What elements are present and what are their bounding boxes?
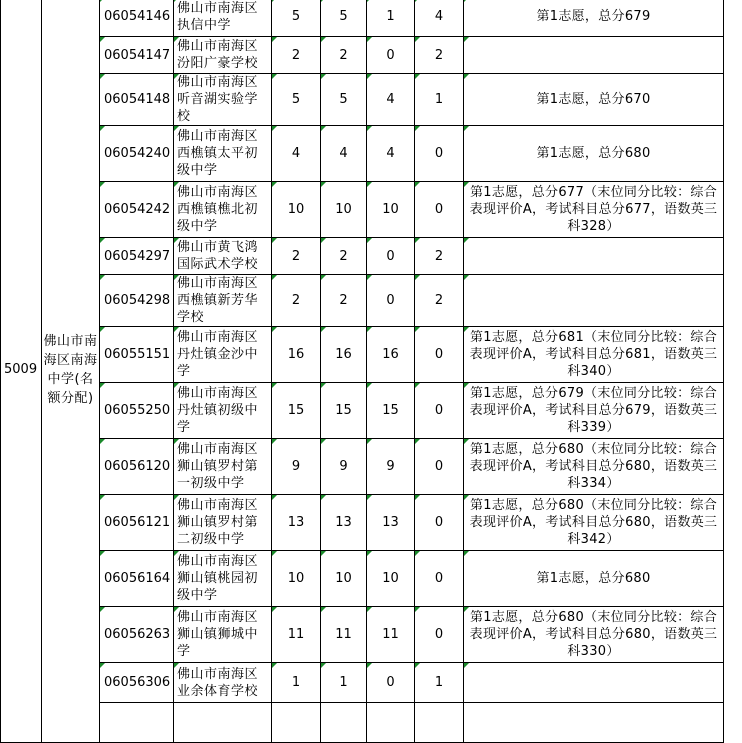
- plan-count-cell[interactable]: 9: [272, 439, 321, 495]
- empty-cell[interactable]: [100, 703, 174, 743]
- filled-count-cell[interactable]: 4: [321, 126, 367, 182]
- admitted-count-cell[interactable]: 10: [367, 182, 415, 238]
- remaining-count-cell[interactable]: 4: [415, 0, 464, 37]
- table-row: [1, 703, 724, 743]
- empty-cell[interactable]: [415, 703, 464, 743]
- plan-count-cell[interactable]: 5: [272, 74, 321, 126]
- plan-count-cell[interactable]: 2: [272, 37, 321, 74]
- note-cell[interactable]: 第1志愿，总分677（末位同分比较：综合表现评价A，考试科目总分677，语数英三科328）: [464, 182, 724, 238]
- plan-count-cell[interactable]: 13: [272, 495, 321, 551]
- note-cell[interactable]: 第1志愿，总分680: [464, 551, 724, 607]
- empty-cell[interactable]: [174, 703, 272, 743]
- school-name-cell[interactable]: 佛山市南海区业余体育学校: [174, 663, 272, 703]
- note-cell[interactable]: 第1志愿，总分680（末位同分比较：综合表现评价A，考试科目总分680，语数英三科334）: [464, 439, 724, 495]
- plan-count-cell[interactable]: 4: [272, 126, 321, 182]
- admitted-count-cell[interactable]: 10: [367, 551, 415, 607]
- remaining-count-cell[interactable]: 0: [415, 126, 464, 182]
- remaining-count-cell[interactable]: 2: [415, 275, 464, 327]
- filled-count-cell[interactable]: 16: [321, 327, 367, 383]
- empty-cell[interactable]: [321, 703, 367, 743]
- filled-count-cell[interactable]: 11: [321, 607, 367, 663]
- plan-count-cell[interactable]: 15: [272, 383, 321, 439]
- school-name-cell[interactable]: 佛山市南海区狮山镇狮城中学: [174, 607, 272, 663]
- school-name-cell[interactable]: 佛山市南海区西樵镇太平初级中学: [174, 126, 272, 182]
- remaining-count-cell[interactable]: 0: [415, 495, 464, 551]
- note-cell[interactable]: [464, 663, 724, 703]
- table-row: [1, 383, 724, 439]
- empty-cell[interactable]: [272, 703, 321, 743]
- table-row: [1, 663, 724, 703]
- plan-count-cell[interactable]: 5: [272, 0, 321, 37]
- filled-count-cell[interactable]: 1: [321, 663, 367, 703]
- school-code-cell[interactable]: 06056121: [100, 495, 174, 551]
- plan-count-cell[interactable]: 10: [272, 551, 321, 607]
- table-row: [1, 327, 724, 383]
- filled-count-cell[interactable]: 10: [321, 551, 367, 607]
- school-name-cell[interactable]: 佛山市南海区丹灶镇金沙中学: [174, 327, 272, 383]
- note-cell[interactable]: [464, 238, 724, 275]
- remaining-count-cell[interactable]: 0: [415, 439, 464, 495]
- note-cell[interactable]: 第1志愿，总分679（末位同分比较：综合表现评价A，考试科目总分679，语数英三科339）: [464, 383, 724, 439]
- school-name-cell[interactable]: 佛山市南海区丹灶镇初级中学: [174, 383, 272, 439]
- admitted-count-cell[interactable]: 0: [367, 275, 415, 327]
- table-row: [1, 439, 724, 495]
- school-name-cell[interactable]: 佛山市黄飞鸿国际武术学校: [174, 238, 272, 275]
- school-code-cell[interactable]: 06055151: [100, 327, 174, 383]
- table-row: [1, 126, 724, 182]
- table-row: [1, 607, 724, 663]
- school-name-cell[interactable]: 佛山市南海区西樵镇樵北初级中学: [174, 182, 272, 238]
- admitted-count-cell[interactable]: 11: [367, 607, 415, 663]
- filled-count-cell[interactable]: 10: [321, 182, 367, 238]
- school-code-cell[interactable]: 06054297: [100, 238, 174, 275]
- table-row: [1, 495, 724, 551]
- filled-count-cell[interactable]: 5: [321, 74, 367, 126]
- remaining-count-cell[interactable]: 2: [415, 238, 464, 275]
- remaining-count-cell[interactable]: 0: [415, 327, 464, 383]
- school-code-cell[interactable]: 06056306: [100, 663, 174, 703]
- remaining-count-cell[interactable]: 1: [415, 663, 464, 703]
- admitted-count-cell[interactable]: 16: [367, 327, 415, 383]
- school-code-cell[interactable]: 06056164: [100, 551, 174, 607]
- remaining-count-cell[interactable]: 0: [415, 182, 464, 238]
- remaining-count-cell[interactable]: 2: [415, 37, 464, 74]
- school-name-cell[interactable]: 佛山市南海区听音湖实验学校: [174, 74, 272, 126]
- plan-count-cell[interactable]: 16: [272, 327, 321, 383]
- admitted-count-cell[interactable]: 13: [367, 495, 415, 551]
- table-row: [1, 0, 724, 37]
- filled-count-cell[interactable]: 2: [321, 238, 367, 275]
- note-cell[interactable]: 第1志愿，总分679: [464, 0, 724, 37]
- school-name-cell[interactable]: 佛山市南海区执信中学: [174, 0, 272, 37]
- table-row: [1, 551, 724, 607]
- batch-code-cell[interactable]: 5009: [1, 0, 42, 743]
- remaining-count-cell[interactable]: 0: [415, 383, 464, 439]
- plan-count-cell[interactable]: 10: [272, 182, 321, 238]
- filled-count-cell[interactable]: 9: [321, 439, 367, 495]
- plan-count-cell[interactable]: 2: [272, 238, 321, 275]
- admitted-count-cell[interactable]: 0: [367, 37, 415, 74]
- admitted-count-cell[interactable]: 4: [367, 74, 415, 126]
- note-cell[interactable]: 第1志愿，总分680: [464, 126, 724, 182]
- empty-cell[interactable]: [367, 703, 415, 743]
- table-row: [1, 182, 724, 238]
- filled-count-cell[interactable]: 5: [321, 0, 367, 37]
- remaining-count-cell[interactable]: 0: [415, 607, 464, 663]
- filled-count-cell[interactable]: 13: [321, 495, 367, 551]
- school-group-label: 佛山市南海区南海中学(名额分配): [43, 333, 98, 406]
- table-row: [1, 275, 724, 327]
- school-code-cell[interactable]: 06055250: [100, 383, 174, 439]
- remaining-count-cell[interactable]: 0: [415, 551, 464, 607]
- school-group-cell[interactable]: [42, 0, 100, 743]
- school-code-cell[interactable]: 06054147: [100, 37, 174, 74]
- admitted-count-cell[interactable]: 4: [367, 126, 415, 182]
- note-cell[interactable]: 第1志愿，总分670: [464, 74, 724, 126]
- plan-count-cell[interactable]: 1: [272, 663, 321, 703]
- table-row: [1, 74, 724, 126]
- note-cell[interactable]: [464, 37, 724, 74]
- plan-count-cell[interactable]: 2: [272, 275, 321, 327]
- note-cell[interactable]: 第1志愿，总分680（末位同分比较：综合表现评价A，考试科目总分680，语数英三科330）: [464, 607, 724, 663]
- admitted-count-cell[interactable]: 9: [367, 439, 415, 495]
- school-code-cell[interactable]: 06056263: [100, 607, 174, 663]
- school-code-cell[interactable]: 06054242: [100, 182, 174, 238]
- school-code-cell[interactable]: 06054148: [100, 74, 174, 126]
- school-name-cell[interactable]: 佛山市南海区汾阳广豪学校: [174, 37, 272, 74]
- school-code-cell[interactable]: 06054146: [100, 0, 174, 37]
- remaining-count-cell[interactable]: 1: [415, 74, 464, 126]
- plan-count-cell[interactable]: 11: [272, 607, 321, 663]
- admitted-count-cell[interactable]: 0: [367, 663, 415, 703]
- empty-cell[interactable]: [464, 703, 724, 743]
- school-name-cell[interactable]: 佛山市南海区狮山镇罗村第一初级中学: [174, 439, 272, 495]
- note-cell[interactable]: [464, 275, 724, 327]
- admitted-count-cell[interactable]: 1: [367, 0, 415, 37]
- note-cell[interactable]: 第1志愿，总分680（末位同分比较：综合表现评价A，考试科目总分680，语数英三科342）: [464, 495, 724, 551]
- table-row: [1, 238, 724, 275]
- filled-count-cell[interactable]: 2: [321, 275, 367, 327]
- school-code-cell[interactable]: 06056120: [100, 439, 174, 495]
- school-name-cell[interactable]: 佛山市南海区狮山镇桃园初级中学: [174, 551, 272, 607]
- filled-count-cell[interactable]: 2: [321, 37, 367, 74]
- school-name-cell[interactable]: 佛山市南海区西樵镇新芳华学校: [174, 275, 272, 327]
- admitted-count-cell[interactable]: 15: [367, 383, 415, 439]
- school-code-cell[interactable]: 06054240: [100, 126, 174, 182]
- note-cell[interactable]: 第1志愿，总分681（末位同分比较：综合表现评价A，考试科目总分681，语数英三科340）: [464, 327, 724, 383]
- admitted-count-cell[interactable]: 0: [367, 238, 415, 275]
- filled-count-cell[interactable]: 15: [321, 383, 367, 439]
- school-code-cell[interactable]: 06054298: [100, 275, 174, 327]
- table-row: [1, 37, 724, 74]
- school-name-cell[interactable]: 佛山市南海区狮山镇罗村第二初级中学: [174, 495, 272, 551]
